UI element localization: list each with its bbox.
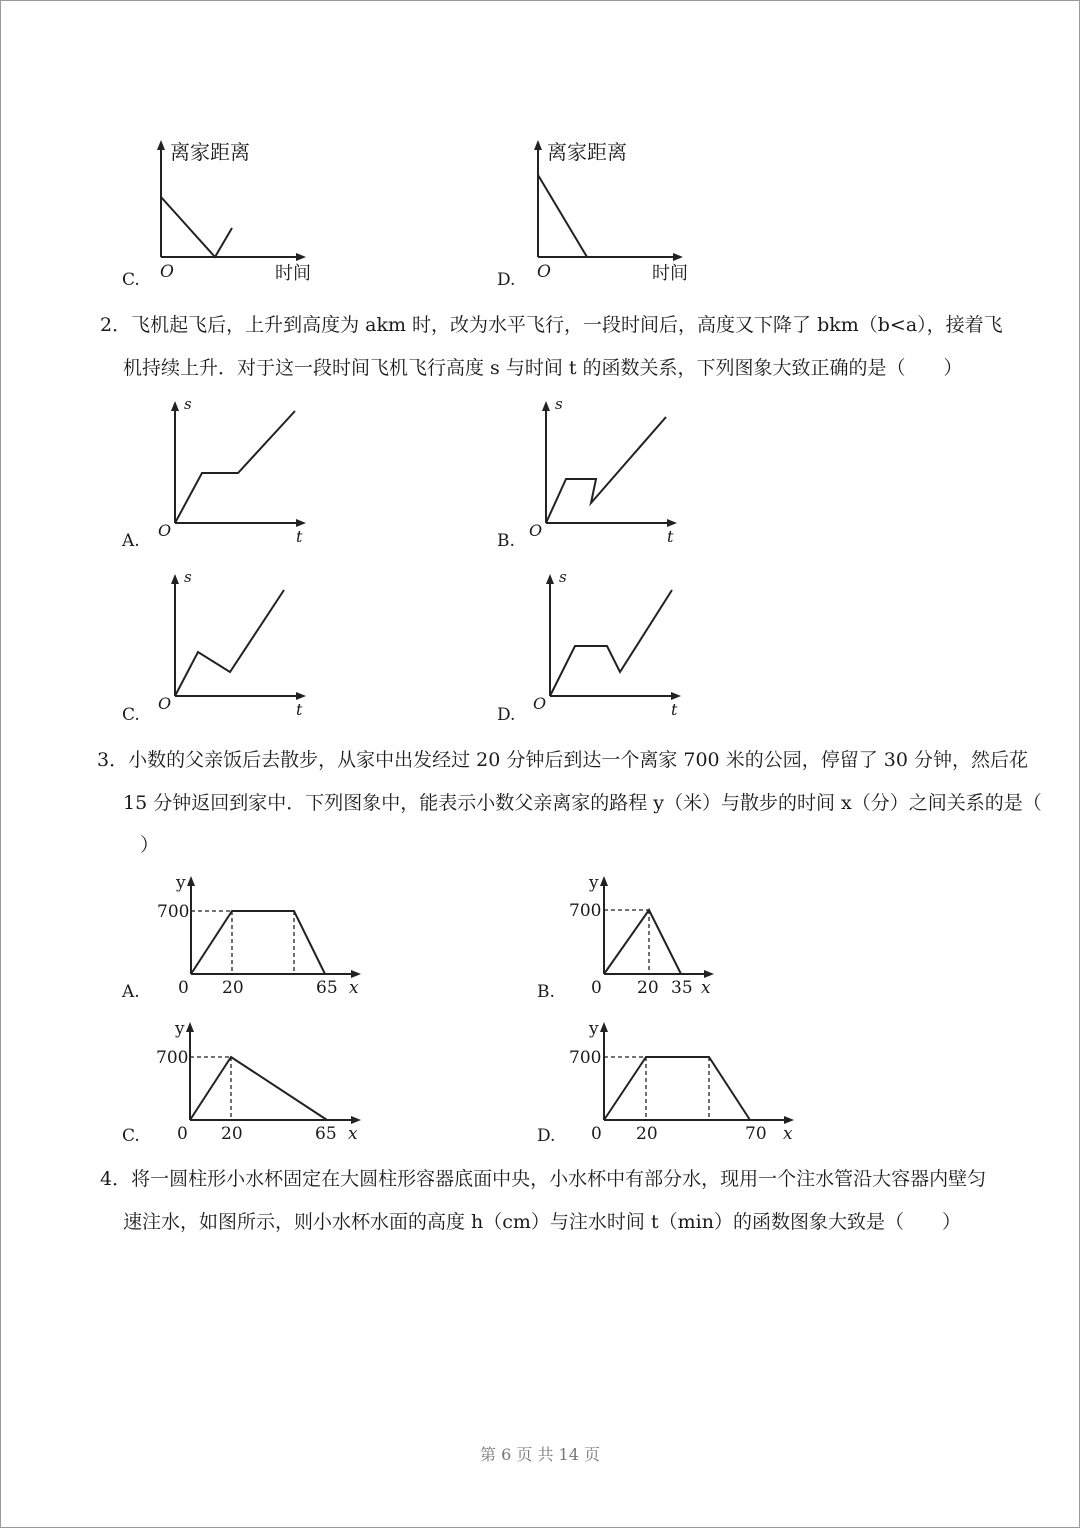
q3-option-c: C. [122,1126,140,1146]
y-axis-arrow [542,401,550,411]
q2-line2: 机持续上升．对于这一段时间飞机飞行高度 s 与时间 t 的函数关系，下列图象大致正确的是（ ） [123,357,963,379]
origin-label: 0 [591,978,602,998]
q4-line2: 速注水，如图所示，则小水杯水面的高度 h（cm）与注水时间 t（min）的函数图象大致是（ ） [123,1211,961,1233]
q3-graph-c [150,1015,370,1145]
origin-label: 0 [591,1124,602,1144]
origin-label: 0 [177,1124,188,1144]
q1-graph-d [517,135,717,285]
y-tick-700: 700 [569,1048,602,1068]
q3-graph-d [563,1015,803,1145]
y-tick-700: 700 [157,902,190,922]
y-axis-arrow [546,574,554,584]
q2-graph-a [150,395,320,545]
x-tick-2: 70 [745,1124,767,1144]
graph-line [161,197,232,257]
x-axis-label: 时间 [652,263,688,284]
q2-graph-b [521,395,691,545]
x-axis-arrow [671,692,681,700]
x-axis-arrow [351,970,361,978]
y-axis-label: y [176,873,186,893]
y-axis-label: s [555,395,563,413]
y-axis-arrow [171,401,179,411]
origin-label: O [533,694,547,713]
page-number: 第 6 页 共 14 页 [480,1445,600,1464]
graph-line [550,590,672,696]
q1-graph-c [140,135,340,285]
q2-option-a: A. [122,531,140,551]
x-axis-arrow [296,519,306,527]
x-axis-arrow [296,692,306,700]
graph-line [546,417,666,523]
q3-option-b: B. [537,982,555,1002]
y-axis-arrow [157,140,165,150]
q2-option-d: D. [497,705,516,725]
q1-option-d: D. [497,270,516,290]
y-axis-arrow [186,1022,194,1032]
q2-option-c: C. [122,705,140,725]
q3-option-d: D. [537,1126,556,1146]
q3-line1: 3．小数的父亲饭后去散步，从家中出发经过 20 分钟后到达一个离家 700 米的公园，停留了 30 分钟，然后花 [97,749,1028,771]
y-axis-arrow [600,1022,608,1032]
x-axis-label: t [671,700,678,719]
graph-line [538,175,587,257]
x-axis-arrow [704,970,714,978]
graph-line [604,1057,750,1120]
x-tick-2: 65 [315,1124,337,1144]
y-axis-arrow [600,876,608,886]
y-axis-label: y [589,873,599,893]
x-axis-label: x [348,1124,358,1144]
x-axis-arrow [784,1116,794,1124]
x-tick-1: 20 [636,1124,658,1144]
x-axis-label: x [701,978,711,998]
origin-label: O [158,521,172,540]
origin-label: O [537,262,551,282]
x-tick-1: 20 [637,978,659,998]
y-tick-700: 700 [569,901,602,921]
graph-line [191,911,325,974]
y-tick-700: 700 [156,1048,189,1068]
x-axis-arrow [296,253,306,261]
graph-line [604,910,681,974]
y-axis-arrow [187,876,195,886]
y-axis-label: y [589,1019,599,1039]
q3-option-a: A. [122,982,140,1002]
q3-graph-a [150,870,370,1000]
x-axis-label: t [296,700,303,719]
origin-label: 0 [178,978,189,998]
origin-label: O [158,694,172,713]
x-tick-1: 20 [222,978,244,998]
x-axis-arrow [673,253,683,261]
q3-line3: ） [140,834,160,856]
y-axis-label: 离家距离 [547,140,627,164]
q3-line2: 15 分钟返回到家中．下列图象中，能表示小数父亲离家的路程 y（米）与散步的时间 x（分）之间关系的是（ [123,792,1042,814]
y-axis-label: s [184,395,192,413]
y-axis-arrow [534,140,542,150]
y-axis-label: 离家距离 [170,140,250,164]
q1-option-c: C. [122,270,140,290]
x-axis-label: x [783,1124,793,1144]
graph-line [175,411,295,523]
q2-option-b: B. [497,531,515,551]
origin-label: O [160,262,174,282]
x-axis-label: t [296,527,303,546]
y-axis-label: s [559,568,567,586]
x-axis-label: t [667,527,674,546]
x-axis-arrow [351,1116,361,1124]
q3-graph-b [563,870,753,1000]
y-axis-label: s [184,568,192,586]
q2-graph-c [150,568,320,718]
q2-graph-d [525,568,695,718]
origin-label: O [529,521,543,540]
x-axis-label: x [349,978,359,998]
y-axis-label: y [175,1019,185,1039]
q2-line1: 2．飞机起飞后，上升到高度为 akm 时，改为水平飞行，一段时间后，高度又下降了 bkm（b<a），接着飞 [100,314,1003,336]
x-tick-2: 65 [316,978,338,998]
graph-line [190,1057,327,1120]
x-tick-1: 20 [221,1124,243,1144]
y-axis-arrow [171,574,179,584]
x-tick-2: 35 [671,978,693,998]
graph-line [175,590,284,696]
x-axis-arrow [667,519,677,527]
x-axis-label: 时间 [275,263,311,284]
q4-line1: 4．将一圆柱形小水杯固定在大圆柱形容器底面中央，小水杯中有部分水，现用一个注水管沿大容器内壁匀 [100,1168,987,1190]
